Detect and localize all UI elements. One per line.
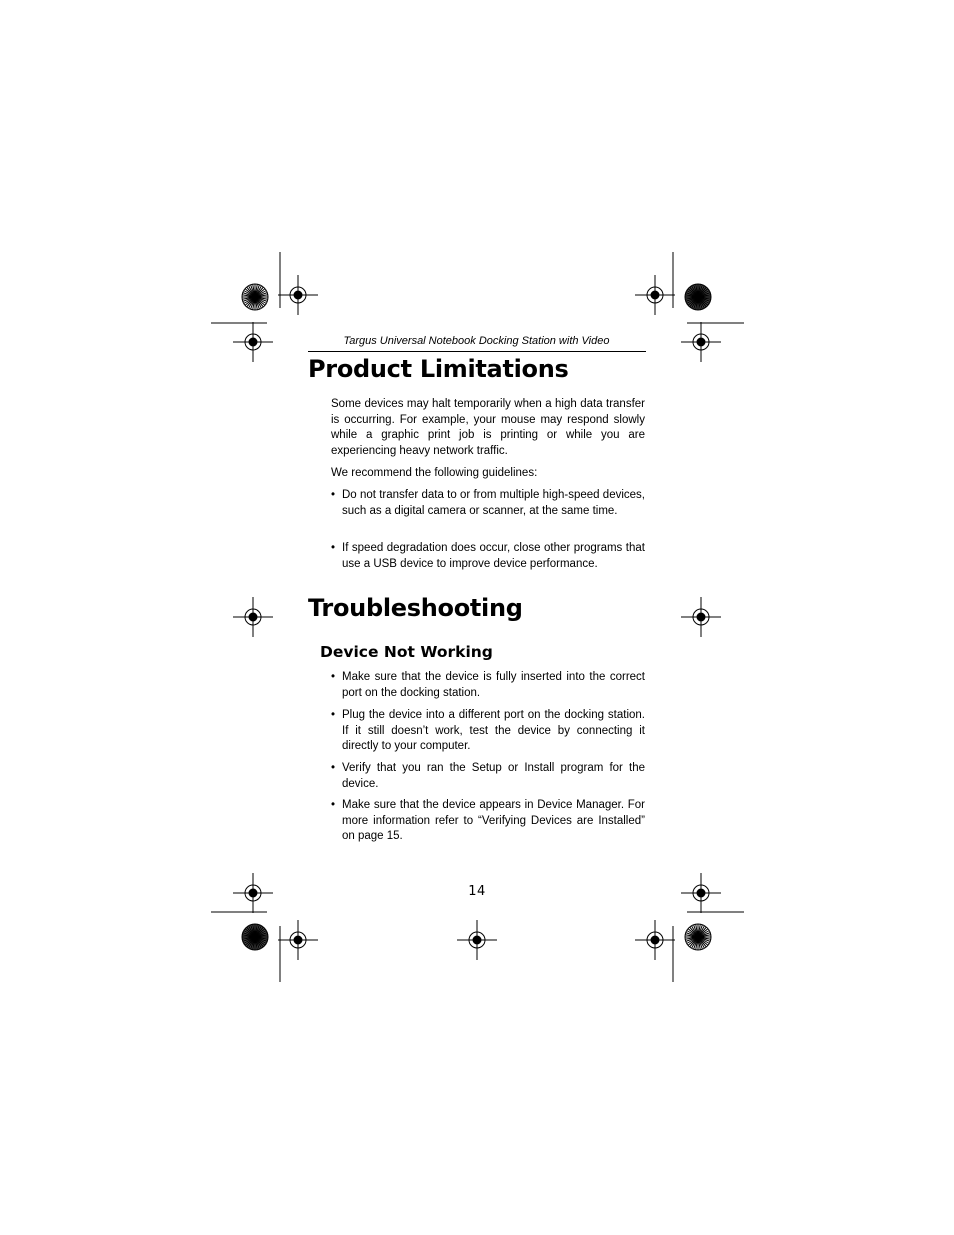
bullet-dot: • [331,671,336,683]
registration-dot [651,936,659,944]
troubleshooting-bullet [331,708,645,755]
bullet-text: Plug the device into a different port on the docking station. If it still doesn’t work, test the device by connecting it directly to your computer. [342,709,645,753]
registration-dot [651,291,659,299]
page-number: 14 [468,884,486,899]
registration-dot [249,338,257,346]
troubleshooting-bullet [331,798,645,845]
registration-dot [697,338,705,346]
bullet-dot: • [331,709,336,721]
subheading-device-not-working: Device Not Working [320,643,493,661]
registration-dot [249,889,257,897]
bullet-text: If speed degradation does occur, close other programs that use a USB device to improve device performance. [342,542,645,570]
registration-dot [697,889,705,897]
registration-dot [249,613,257,621]
troubleshooting-bullet [331,670,645,701]
limitations-bullet [331,488,645,519]
bullet-text: Make sure that the device is fully inserted into the correct port on the docking station. [342,671,645,699]
heading-product-limitations: Product Limitations [308,355,569,383]
registration-dot [294,936,302,944]
bullet-dot: • [331,542,336,554]
registration-dot [473,936,481,944]
intro-paragraph: Some devices may halt temporarily when a high data transfer is occurring. For example, your mouse may respond slowly while a graphic print job is printing or while you are experiencing heavy network traffic. [331,398,645,457]
recommend-paragraph: We recommend the following guidelines: [331,467,538,479]
registration-dot [294,291,302,299]
bullet-text: Do not transfer data to or from multiple high-speed devices, such as a digital camera or scanner, at the same time. [342,489,645,517]
bullet-text: Verify that you ran the Setup or Install program for the device. [342,762,645,790]
bullet-dot: • [331,489,336,501]
header-rule [308,351,646,352]
registration-dot [697,613,705,621]
troubleshooting-bullet [331,761,645,792]
bullet-text: Make sure that the device appears in Device Manager. For more information refer to “Verifying Devices are Installed” on page 15. [342,799,645,843]
bullet-dot: • [331,762,336,774]
heading-troubleshooting: Troubleshooting [308,594,523,622]
bullet-dot: • [331,799,336,811]
running-header: Targus Universal Notebook Docking Station with Video [343,335,610,347]
limitations-bullet [331,541,645,572]
